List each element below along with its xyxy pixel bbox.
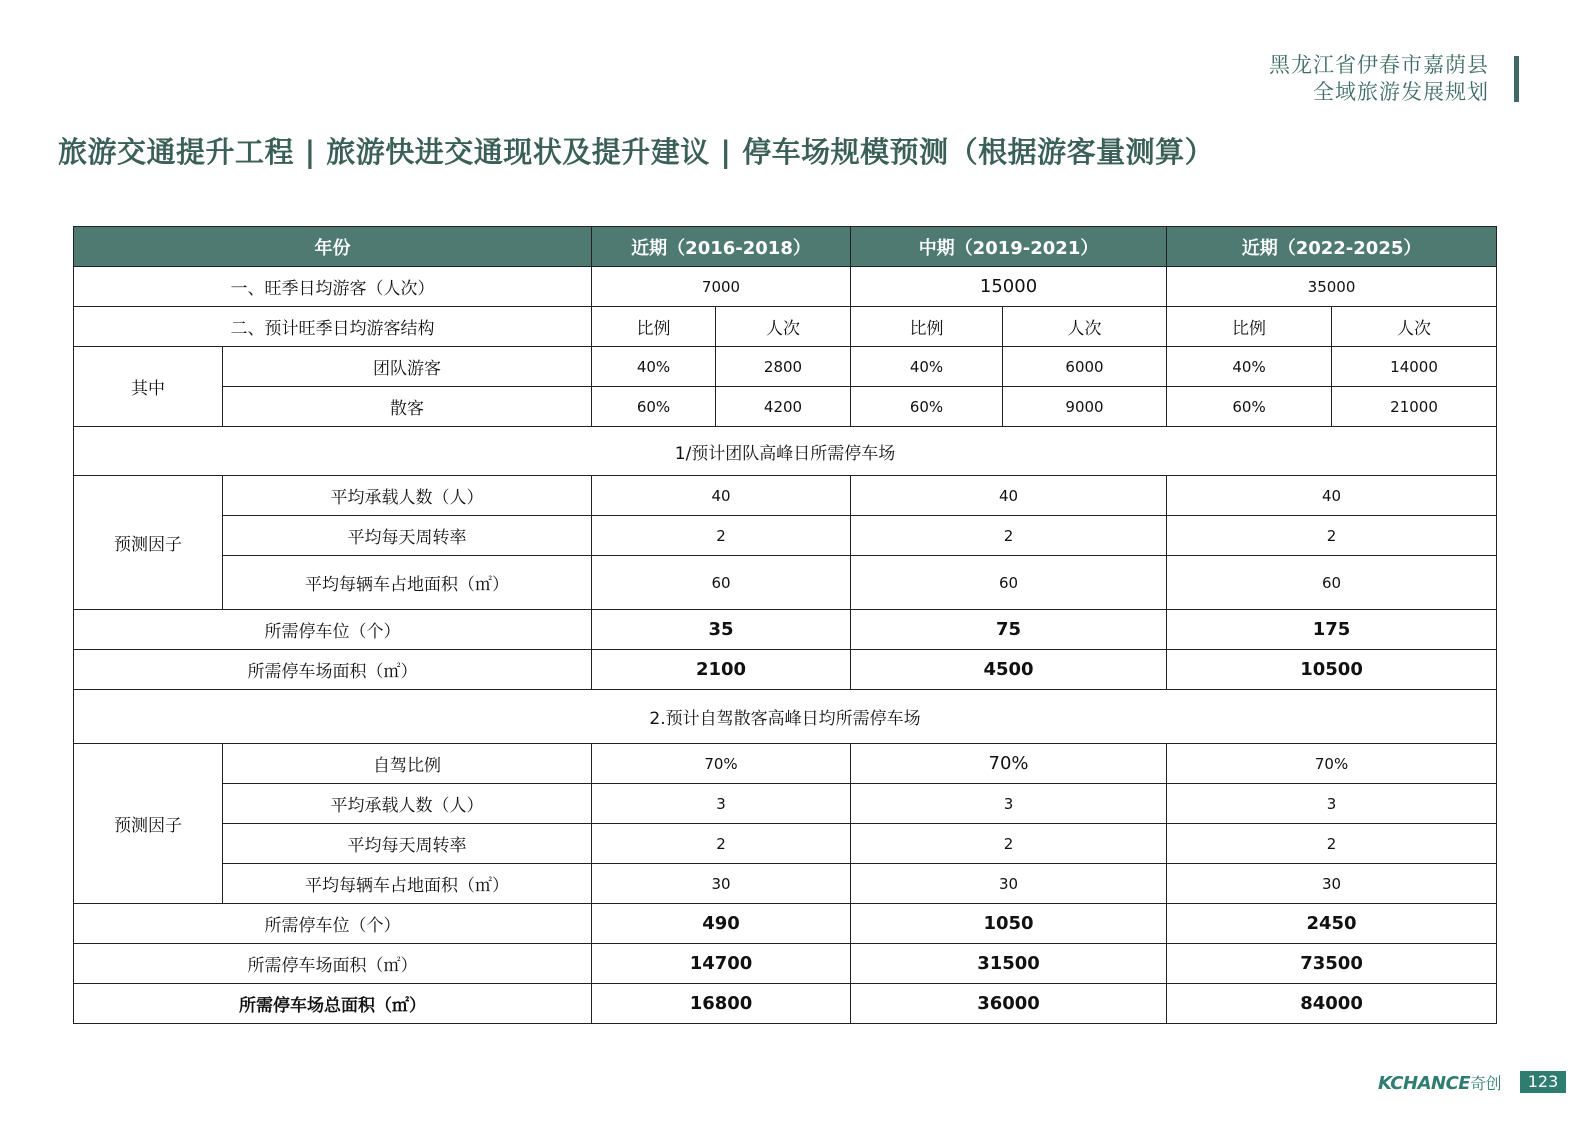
cell: 4200 bbox=[716, 387, 851, 427]
row-label: 所需停车场面积（㎡） bbox=[74, 650, 592, 690]
cell: 2450 bbox=[1167, 904, 1497, 944]
cell: 40 bbox=[592, 476, 851, 516]
row-label: 一、旺季日均游客（人次） bbox=[74, 267, 592, 307]
table-row bbox=[74, 516, 1497, 556]
cell: 84000 bbox=[1167, 984, 1497, 1024]
cell: 40% bbox=[592, 347, 716, 387]
row-label: 自驾比例 bbox=[223, 744, 592, 784]
table-header-row bbox=[74, 227, 1497, 267]
cell: 40% bbox=[1167, 347, 1332, 387]
row-label: 二、预计旺季日均游客结构 bbox=[74, 307, 592, 347]
cell: 6000 bbox=[1003, 347, 1167, 387]
header-accent-bar bbox=[1514, 56, 1519, 102]
cell: 1050 bbox=[851, 904, 1167, 944]
brand-logo bbox=[1378, 1071, 1501, 1094]
cell: 60% bbox=[851, 387, 1003, 427]
cell: 9000 bbox=[1003, 387, 1167, 427]
table-row bbox=[74, 307, 1497, 347]
header-period-1: 近期（2016-2018） bbox=[592, 227, 851, 267]
cell: 人次 bbox=[1332, 307, 1497, 347]
group-label: 预测因子 bbox=[74, 476, 223, 610]
cell: 15000 bbox=[851, 267, 1167, 307]
header-period-3: 近期（2022-2025） bbox=[1167, 227, 1497, 267]
cell: 人次 bbox=[1003, 307, 1167, 347]
row-label: 平均每天周转率 bbox=[223, 516, 592, 556]
page-title: 旅游交通提升工程 | 旅游快进交通现状及提升建议 | 停车场规模预测（根据游客量测算） bbox=[58, 135, 1215, 169]
cell: 比例 bbox=[592, 307, 716, 347]
row-label: 平均承载人数（人） bbox=[223, 784, 592, 824]
cell: 比例 bbox=[851, 307, 1003, 347]
section-2-title: 2.预计自驾散客高峰日均所需停车场 bbox=[74, 690, 1497, 744]
table-row bbox=[74, 824, 1497, 864]
cell: 16800 bbox=[592, 984, 851, 1024]
cell: 21000 bbox=[1332, 387, 1497, 427]
cell: 30 bbox=[592, 864, 851, 904]
cell: 3 bbox=[592, 784, 851, 824]
cell: 60% bbox=[1167, 387, 1332, 427]
table-total-row bbox=[74, 984, 1497, 1024]
parking-forecast-table bbox=[73, 226, 1497, 1024]
cell: 60 bbox=[592, 556, 851, 610]
header-line-2: 全域旅游发展规划 bbox=[1313, 80, 1489, 104]
table-row bbox=[74, 650, 1497, 690]
cell: 70% bbox=[592, 744, 851, 784]
cell: 7000 bbox=[592, 267, 851, 307]
table-row bbox=[74, 556, 1497, 610]
cell: 490 bbox=[592, 904, 851, 944]
cell: 10500 bbox=[1167, 650, 1497, 690]
cell: 2 bbox=[851, 824, 1167, 864]
table-row bbox=[74, 476, 1497, 516]
section-1-title: 1/预计团队高峰日所需停车场 bbox=[74, 427, 1497, 476]
cell: 40 bbox=[1167, 476, 1497, 516]
cell: 30 bbox=[1167, 864, 1497, 904]
header-period-2: 中期（2019-2021） bbox=[851, 227, 1167, 267]
cell: 比例 bbox=[1167, 307, 1332, 347]
cell: 14700 bbox=[592, 944, 851, 984]
brand-name: KCHANCE bbox=[1378, 1073, 1471, 1094]
header-year: 年份 bbox=[74, 227, 592, 267]
row-label: 散客 bbox=[223, 387, 592, 427]
cell: 14000 bbox=[1332, 347, 1497, 387]
section-title-row bbox=[74, 690, 1497, 744]
cell: 4500 bbox=[851, 650, 1167, 690]
table-row bbox=[74, 267, 1497, 307]
cell: 2 bbox=[1167, 516, 1497, 556]
row-label: 所需停车位（个） bbox=[74, 904, 592, 944]
row-label: 平均承载人数（人） bbox=[223, 476, 592, 516]
cell: 31500 bbox=[851, 944, 1167, 984]
brand-name-cn: 奇创 bbox=[1470, 1074, 1502, 1093]
cell: 60 bbox=[851, 556, 1167, 610]
table-row bbox=[74, 864, 1497, 904]
cell: 73500 bbox=[1167, 944, 1497, 984]
cell: 175 bbox=[1167, 610, 1497, 650]
table-row bbox=[74, 347, 1497, 387]
header-line-1: 黑龙江省伊春市嘉荫县 bbox=[1269, 53, 1489, 77]
group-label: 预测因子 bbox=[74, 744, 223, 904]
cell: 2800 bbox=[716, 347, 851, 387]
cell: 35 bbox=[592, 610, 851, 650]
cell: 60 bbox=[1167, 556, 1497, 610]
row-label: 平均每辆车占地面积（㎡） bbox=[223, 556, 592, 610]
cell: 2 bbox=[1167, 824, 1497, 864]
cell: 70% bbox=[851, 744, 1167, 784]
cell: 36000 bbox=[851, 984, 1167, 1024]
cell: 2 bbox=[851, 516, 1167, 556]
row-label: 平均每辆车占地面积（㎡） bbox=[223, 864, 592, 904]
group-label: 其中 bbox=[74, 347, 223, 427]
table-row bbox=[74, 904, 1497, 944]
total-label: 所需停车场总面积（㎡） bbox=[74, 984, 592, 1024]
table-row bbox=[74, 944, 1497, 984]
table-row bbox=[74, 784, 1497, 824]
cell: 60% bbox=[592, 387, 716, 427]
cell: 35000 bbox=[1167, 267, 1497, 307]
cell: 40% bbox=[851, 347, 1003, 387]
row-label: 所需停车场面积（㎡） bbox=[74, 944, 592, 984]
section-title-row bbox=[74, 427, 1497, 476]
cell: 3 bbox=[1167, 784, 1497, 824]
cell: 2 bbox=[592, 824, 851, 864]
document-header bbox=[1269, 52, 1489, 106]
row-label: 团队游客 bbox=[223, 347, 592, 387]
cell: 2100 bbox=[592, 650, 851, 690]
table-row bbox=[74, 744, 1497, 784]
page-number: 123 bbox=[1520, 1071, 1566, 1093]
cell: 40 bbox=[851, 476, 1167, 516]
cell: 2 bbox=[592, 516, 851, 556]
row-label: 所需停车位（个） bbox=[74, 610, 592, 650]
cell: 70% bbox=[1167, 744, 1497, 784]
cell: 3 bbox=[851, 784, 1167, 824]
table-row bbox=[74, 387, 1497, 427]
table-row bbox=[74, 610, 1497, 650]
cell: 人次 bbox=[716, 307, 851, 347]
cell: 30 bbox=[851, 864, 1167, 904]
cell: 75 bbox=[851, 610, 1167, 650]
row-label: 平均每天周转率 bbox=[223, 824, 592, 864]
